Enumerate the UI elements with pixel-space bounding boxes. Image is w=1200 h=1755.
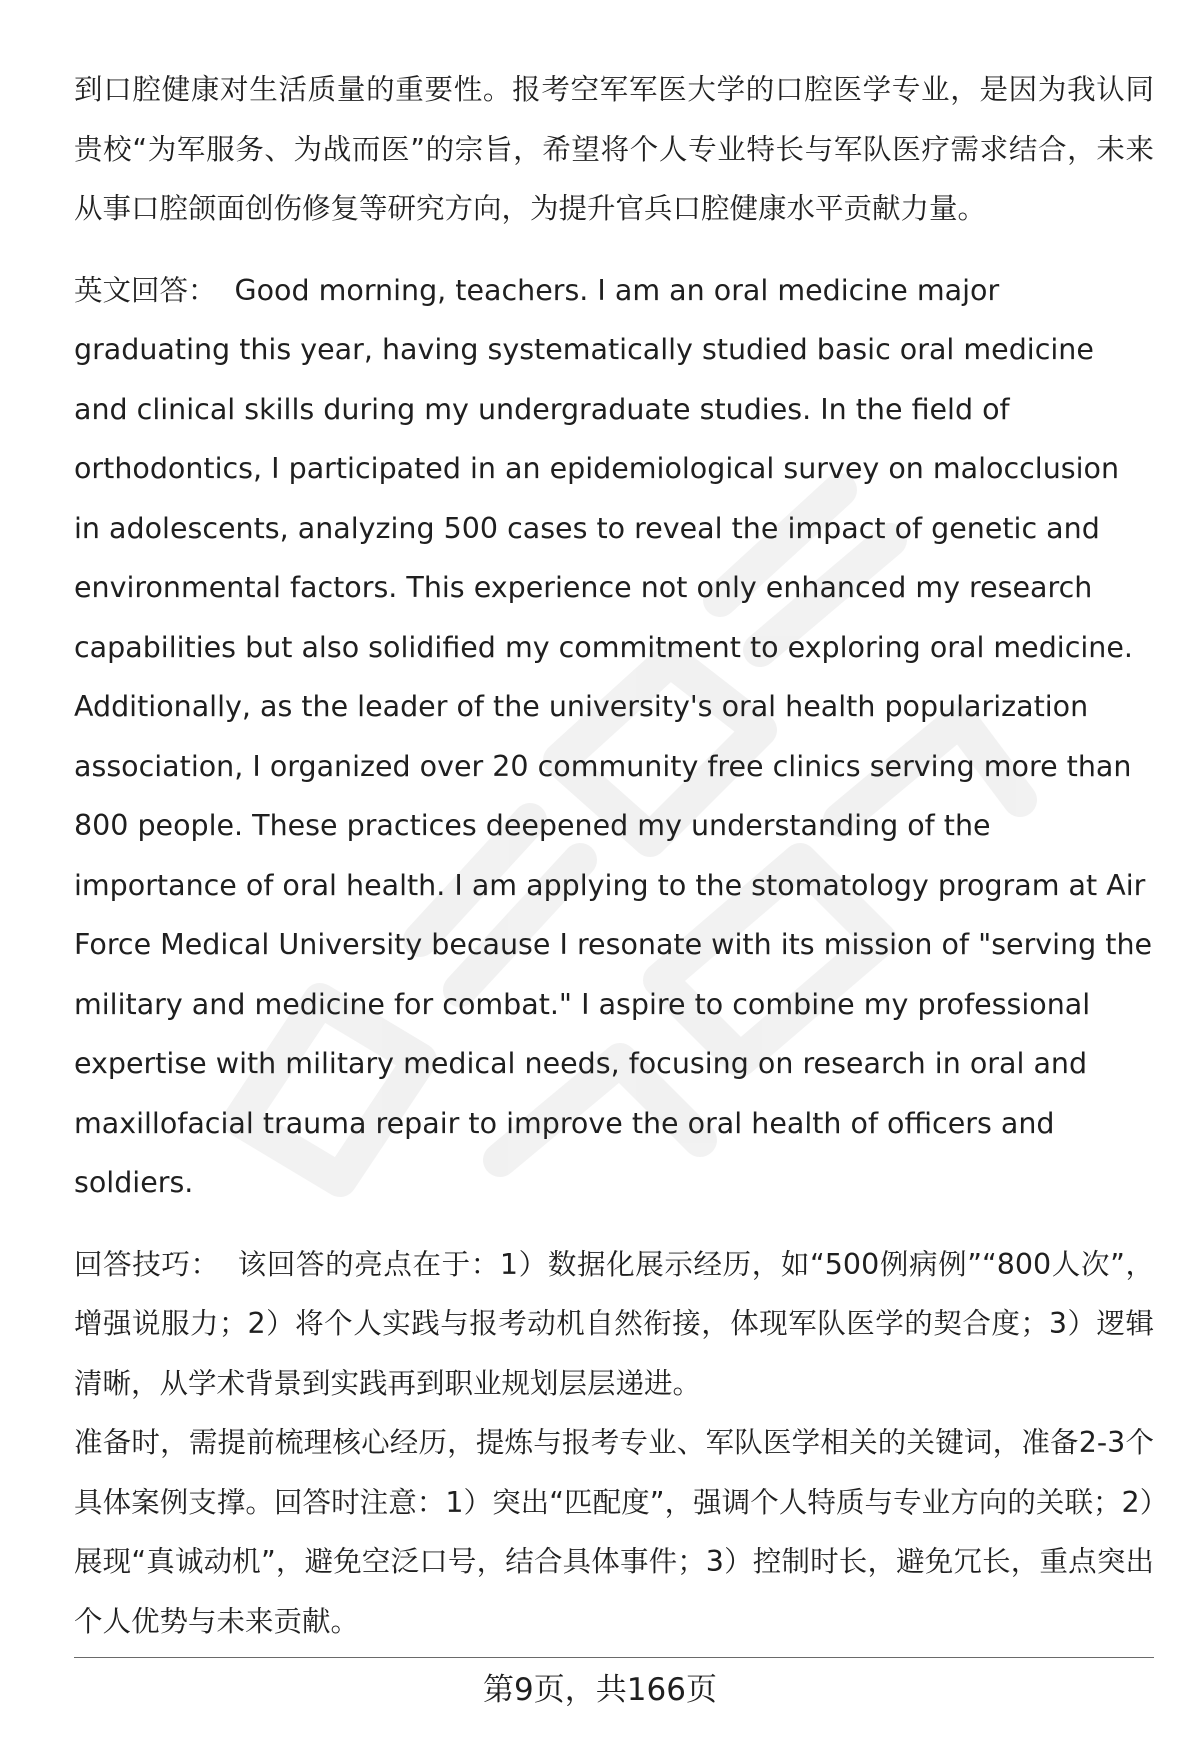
page-indicator: 第9页，共166页 [483, 1672, 717, 1708]
tips-paragraph [74, 1235, 1154, 1414]
tips-text: 该回答的亮点在于：1）数据化展示经历，如“500例病例”“800人次”，增强说服力；2）将个人实践与报考动机自然衔接，体现军队医学的契合度；3）逻辑清晰，从学术背景到实践再到职业规划层层递进。 [74, 1247, 1154, 1400]
tips-label: 回答技巧： [74, 1247, 220, 1281]
document-body [74, 60, 1154, 1651]
preparation-paragraph: 准备时，需提前梳理核心经历，提炼与报考专业、军队医学相关的关键词，准备2-3个具体案例支撑。回答时注意：1）突出“匹配度”，强调个人特质与专业方向的关联；2）展现“真诚动机”，避免空泛口号，结合具体事件；3）控制时长，避免冗长，重点突出个人优势与未来贡献。 [74, 1426, 1154, 1638]
footer-divider [74, 1657, 1154, 1658]
english-answer-paragraph [74, 261, 1154, 1213]
english-answer-label: 英文回答： [74, 273, 217, 307]
intro-paragraph: 到口腔健康对生活质量的重要性。报考空军军医大学的口腔医学专业，是因为我认同贵校“为军服务、为战而医”的宗旨，希望将个人专业特长与军队医疗需求结合，未来从事口腔颌面创伤修复等研究方向，为提升官兵口腔健康水平贡献力量。 [74, 73, 1154, 225]
english-answer-text: Good morning, teachers. I am an oral medicine major graduating this year, having systematically studied basic oral medicine and clinical skills during my undergraduate studies. In the field of orthodontics, I participated in an epidemiological survey on malocclusion in adolescents, analyzing 500 cases to reveal the impact of genetic and environmental factors. This experience not only enhanced my research capabilities but also solidified my commitment to exploring oral medicine. Additionally, as the leader of the university's oral health popularization association, I organized over 20 community free clinics serving more than 800 people. These practices deepened my understanding of the importance of oral health. I am applying to the stomatology program at Air Force Medical University because I resonate with its mission of "serving the military and medicine for combat." I aspire to combine my professional expertise with military medical needs, focusing on research in oral and maxillofacial trauma repair to improve the oral health of officers and soldiers. [74, 273, 1153, 1199]
